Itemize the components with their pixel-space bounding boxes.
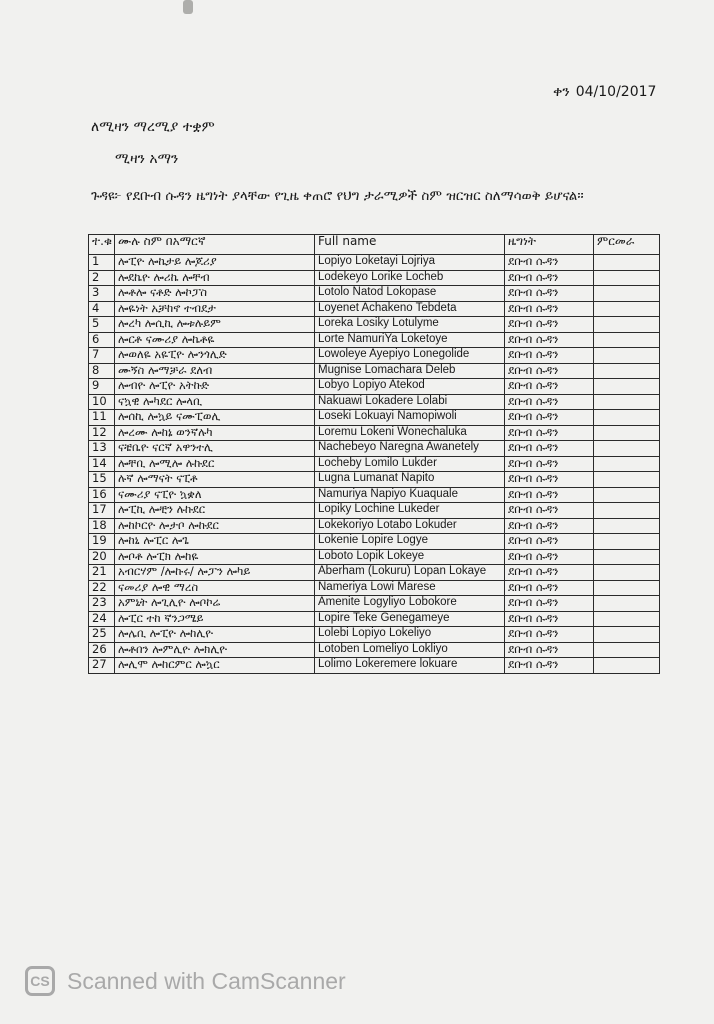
remark-cell [594, 565, 660, 581]
amharic-name-cell: ናመሪያ ሎዊ ማረስ [115, 580, 315, 596]
row-number-cell: 1 [89, 255, 115, 271]
amharic-name-cell: ሎብዮ ሎፒዮ አትኩድ [115, 379, 315, 395]
row-number-cell: 25 [89, 627, 115, 643]
nationality-cell: ደቡብ ሱዳን [505, 596, 594, 612]
table-row [89, 518, 660, 534]
remark-cell [594, 534, 660, 550]
row-number-cell: 24 [89, 611, 115, 627]
amharic-name-cell: ሎወለዬ አዬፒዮ ሎንጎሊድ [115, 348, 315, 364]
remark-cell [594, 658, 660, 674]
table-row [89, 456, 660, 472]
header-number: ተ.ቁ [89, 235, 115, 255]
table-row [89, 658, 660, 674]
table-row [89, 549, 660, 565]
scan-speck [183, 0, 193, 14]
table-row [89, 487, 660, 503]
remark-cell [594, 255, 660, 271]
recipient-organization: ለሚዛን ማረሚያ ተቋም [91, 119, 215, 135]
full-name-cell: Lotolo Natod Lokopase [315, 286, 505, 302]
watermark-text: Scanned with CamScanner [67, 967, 346, 994]
amharic-name-cell: ሎረሙ ሎከኔ ወንኛሉካ [115, 425, 315, 441]
remark-cell [594, 317, 660, 333]
nationality-cell: ደቡብ ሱዳን [505, 410, 594, 426]
row-number-cell: 21 [89, 565, 115, 581]
nationality-cell: ደቡብ ሱዳን [505, 441, 594, 457]
camscanner-logo-icon: CS [25, 966, 55, 996]
row-number-cell: 10 [89, 394, 115, 410]
row-number-cell: 19 [89, 534, 115, 550]
row-number-cell: 4 [89, 301, 115, 317]
row-number-cell: 13 [89, 441, 115, 457]
header-nationality: ዜግነት [505, 235, 594, 255]
row-number-cell: 16 [89, 487, 115, 503]
table-row [89, 379, 660, 395]
letter-subject: ጉዳዩ፦ የደቡብ ሱዳን ዜግነት ያላቸው የጊዜ ቀጠሮ የህግ ታራሚዎች ስም ዝርዝር ስለማሳወቅ ይሆናል። [91, 188, 584, 204]
header-remark: ምርመራ [594, 235, 660, 255]
full-name-cell: Lokenie Lopire Logye [315, 534, 505, 550]
table-row [89, 410, 660, 426]
nationality-cell: ደቡብ ሱዳን [505, 425, 594, 441]
row-number-cell: 17 [89, 503, 115, 519]
date-label: ቀን [553, 84, 570, 100]
remark-cell [594, 363, 660, 379]
table-row [89, 270, 660, 286]
nationality-cell: ደቡብ ሱዳን [505, 332, 594, 348]
table-row [89, 363, 660, 379]
full-name-cell: Lobyo Lopiyo Atekod [315, 379, 505, 395]
amharic-name-cell: ሉኛ ሎማናት ናፒቶ [115, 472, 315, 488]
row-number-cell: 7 [89, 348, 115, 364]
remark-cell [594, 410, 660, 426]
camscanner-watermark [25, 966, 346, 996]
remark-cell [594, 286, 660, 302]
full-name-cell: Lodekeyo Lorike Locheb [315, 270, 505, 286]
remark-cell [594, 441, 660, 457]
header-full-name: Full name [315, 235, 505, 255]
amharic-name-cell: ሎቶበን ሎምሊዮ ሎክሊዮ [115, 642, 315, 658]
remark-cell [594, 301, 660, 317]
amharic-name-cell: ናሙሪያ ናፒዮ ኳቋለ [115, 487, 315, 503]
nationality-cell: ደቡብ ሱዳን [505, 565, 594, 581]
amharic-name-cell: አምኒት ሎጊሊዮ ሎቦኮሬ [115, 596, 315, 612]
remark-cell [594, 394, 660, 410]
table-row [89, 472, 660, 488]
nationality-cell: ደቡብ ሱዳን [505, 255, 594, 271]
row-number-cell: 3 [89, 286, 115, 302]
full-name-cell: Loboto Lopik Lokeye [315, 549, 505, 565]
nationality-cell: ደቡብ ሱዳን [505, 301, 594, 317]
nationality-cell: ደቡብ ሱዳን [505, 317, 594, 333]
amharic-name-cell: ናቼቤዮ ናርኛ አዋንተሊ [115, 441, 315, 457]
remark-cell [594, 332, 660, 348]
remark-cell [594, 596, 660, 612]
amharic-name-cell: ሎደኬዮ ሎሪኬ ሎቸብ [115, 270, 315, 286]
remark-cell [594, 379, 660, 395]
full-name-cell: Lolimo Lokeremere lokuare [315, 658, 505, 674]
nationality-cell: ደቡብ ሱዳን [505, 627, 594, 643]
nationality-cell: ደቡብ ሱዳን [505, 487, 594, 503]
amharic-name-cell: ሎዬነት አቻከኖ ተብደታ [115, 301, 315, 317]
full-name-cell: Nachebeyo Naregna Awanetely [315, 441, 505, 457]
remark-cell [594, 472, 660, 488]
table-row [89, 255, 660, 271]
row-number-cell: 9 [89, 379, 115, 395]
nationality-cell: ደቡብ ሱዳን [505, 286, 594, 302]
table-row [89, 286, 660, 302]
amharic-name-cell: ሎቸቢ ሎሚሎ ሉኩደር [115, 456, 315, 472]
amharic-name-cell: ሎርቶ ናሙሪያ ሎኬቶዬ [115, 332, 315, 348]
table-row [89, 596, 660, 612]
remark-cell [594, 425, 660, 441]
nationality-cell: ደቡብ ሱዳን [505, 503, 594, 519]
header-amharic-name: ሙሉ ስም በአማርኛ [115, 235, 315, 255]
recipient-location: ሚዛን አማን [115, 151, 179, 167]
full-name-cell: Lopiyo Loketayi Lojriya [315, 255, 505, 271]
nationality-cell: ደቡብ ሱዳን [505, 394, 594, 410]
table-row [89, 565, 660, 581]
row-number-cell: 6 [89, 332, 115, 348]
table-row [89, 332, 660, 348]
table-row [89, 425, 660, 441]
nationality-cell: ደቡብ ሱዳን [505, 580, 594, 596]
full-name-cell: Amenite Logyliyo Lobokore [315, 596, 505, 612]
remark-cell [594, 487, 660, 503]
amharic-name-cell: ሎረካ ሎሲኪ ሎቱሉይም [115, 317, 315, 333]
full-name-cell: Lotoben Lomeliyo Lokliyo [315, 642, 505, 658]
full-name-cell: Lolebi Lopiyo Lokeliyo [315, 627, 505, 643]
row-number-cell: 11 [89, 410, 115, 426]
full-name-cell: Nakuawi Lokadere Lolabi [315, 394, 505, 410]
remark-cell [594, 627, 660, 643]
remark-cell [594, 642, 660, 658]
remark-cell [594, 549, 660, 565]
amharic-name-cell: ሎፒኪ ሎቺን ሉኩደር [115, 503, 315, 519]
table-row [89, 627, 660, 643]
table-row [89, 611, 660, 627]
table-row [89, 580, 660, 596]
amharic-name-cell: ሎሊሞ ሎከርምር ሎኳር [115, 658, 315, 674]
table-header-row [89, 235, 660, 255]
row-number-cell: 14 [89, 456, 115, 472]
amharic-name-cell: ሎፒር ተከ ኛንጋሜይ [115, 611, 315, 627]
nationality-cell: ደቡብ ሱዳን [505, 549, 594, 565]
remark-cell [594, 580, 660, 596]
row-number-cell: 12 [89, 425, 115, 441]
row-number-cell: 2 [89, 270, 115, 286]
amharic-name-cell: ሎፒዮ ሎኬታይ ሎጆሪያ [115, 255, 315, 271]
full-name-cell: Locheby Lomilo Lukder [315, 456, 505, 472]
date-value: 04/10/2017 [575, 84, 657, 100]
full-name-cell: Loyenet Achakeno Tebdeta [315, 301, 505, 317]
table-row [89, 503, 660, 519]
amharic-name-cell: ሎሌቢ ሎፒዮ ሎከሊዮ [115, 627, 315, 643]
row-number-cell: 8 [89, 363, 115, 379]
nationality-cell: ደቡብ ሱዳን [505, 270, 594, 286]
full-name-cell: Lopire Teke Genegameye [315, 611, 505, 627]
amharic-name-cell: ሎቦቶ ሎፒክ ሎከዬ [115, 549, 315, 565]
letter-date [553, 84, 656, 100]
table-row [89, 441, 660, 457]
amharic-name-cell: ሎቶሎ ናቶድ ሎኮፓስ [115, 286, 315, 302]
amharic-name-cell: አብርሃም /ሎኩሩ/ ሎፓን ሎካይ [115, 565, 315, 581]
full-name-cell: Lopiky Lochine Lukeder [315, 503, 505, 519]
nationality-cell: ደቡብ ሱዳን [505, 534, 594, 550]
row-number-cell: 5 [89, 317, 115, 333]
amharic-name-cell: ሙኝስ ሎማቻራ ደለብ [115, 363, 315, 379]
nationality-cell: ደቡብ ሱዳን [505, 363, 594, 379]
table-row [89, 301, 660, 317]
full-name-cell: Lugna Lumanat Napito [315, 472, 505, 488]
row-number-cell: 22 [89, 580, 115, 596]
row-number-cell: 15 [89, 472, 115, 488]
nationality-cell: ደቡብ ሱዳን [505, 518, 594, 534]
remark-cell [594, 518, 660, 534]
nationality-cell: ደቡብ ሱዳን [505, 348, 594, 364]
full-name-cell: Lowoleye Ayepiyo Lonegolide [315, 348, 505, 364]
remark-cell [594, 456, 660, 472]
nationality-cell: ደቡብ ሱዳን [505, 379, 594, 395]
remark-cell [594, 348, 660, 364]
nationality-cell: ደቡብ ሱዳን [505, 611, 594, 627]
nationality-cell: ደቡብ ሱዳን [505, 472, 594, 488]
remark-cell [594, 503, 660, 519]
remark-cell [594, 270, 660, 286]
amharic-name-cell: ሎሰኪ ሎኳይ ናሙፒወሊ [115, 410, 315, 426]
full-name-cell: Loreka Losiky Lotulyme [315, 317, 505, 333]
row-number-cell: 23 [89, 596, 115, 612]
amharic-name-cell: ናኳዊ ሎካደር ሎላቢ [115, 394, 315, 410]
table-row [89, 348, 660, 364]
full-name-cell: Nameriya Lowi Marese [315, 580, 505, 596]
remark-cell [594, 611, 660, 627]
amharic-name-cell: ሎከኒ ሎፒር ሎጌ [115, 534, 315, 550]
table-row [89, 317, 660, 333]
prisoner-list-table [88, 234, 660, 674]
full-name-cell: Aberham (Lokuru) Lopan Lokaye [315, 565, 505, 581]
nationality-cell: ደቡብ ሱዳን [505, 456, 594, 472]
row-number-cell: 26 [89, 642, 115, 658]
amharic-name-cell: ሎከኮርዮ ሎታቦ ሎኩደር [115, 518, 315, 534]
full-name-cell: Lokekoriyo Lotabo Lokuder [315, 518, 505, 534]
nationality-cell: ደቡብ ሱዳን [505, 658, 594, 674]
table-row [89, 534, 660, 550]
row-number-cell: 27 [89, 658, 115, 674]
full-name-cell: Namuriya Napiyo Kuaquale [315, 487, 505, 503]
row-number-cell: 20 [89, 549, 115, 565]
table-row [89, 642, 660, 658]
nationality-cell: ደቡብ ሱዳን [505, 642, 594, 658]
full-name-cell: Loremu Lokeni Wonechaluka [315, 425, 505, 441]
full-name-cell: Mugnise Lomachara Deleb [315, 363, 505, 379]
full-name-cell: Lorte NamuriYa Loketoye [315, 332, 505, 348]
row-number-cell: 18 [89, 518, 115, 534]
full-name-cell: Loseki Lokuayi Namopiwoli [315, 410, 505, 426]
table-row [89, 394, 660, 410]
